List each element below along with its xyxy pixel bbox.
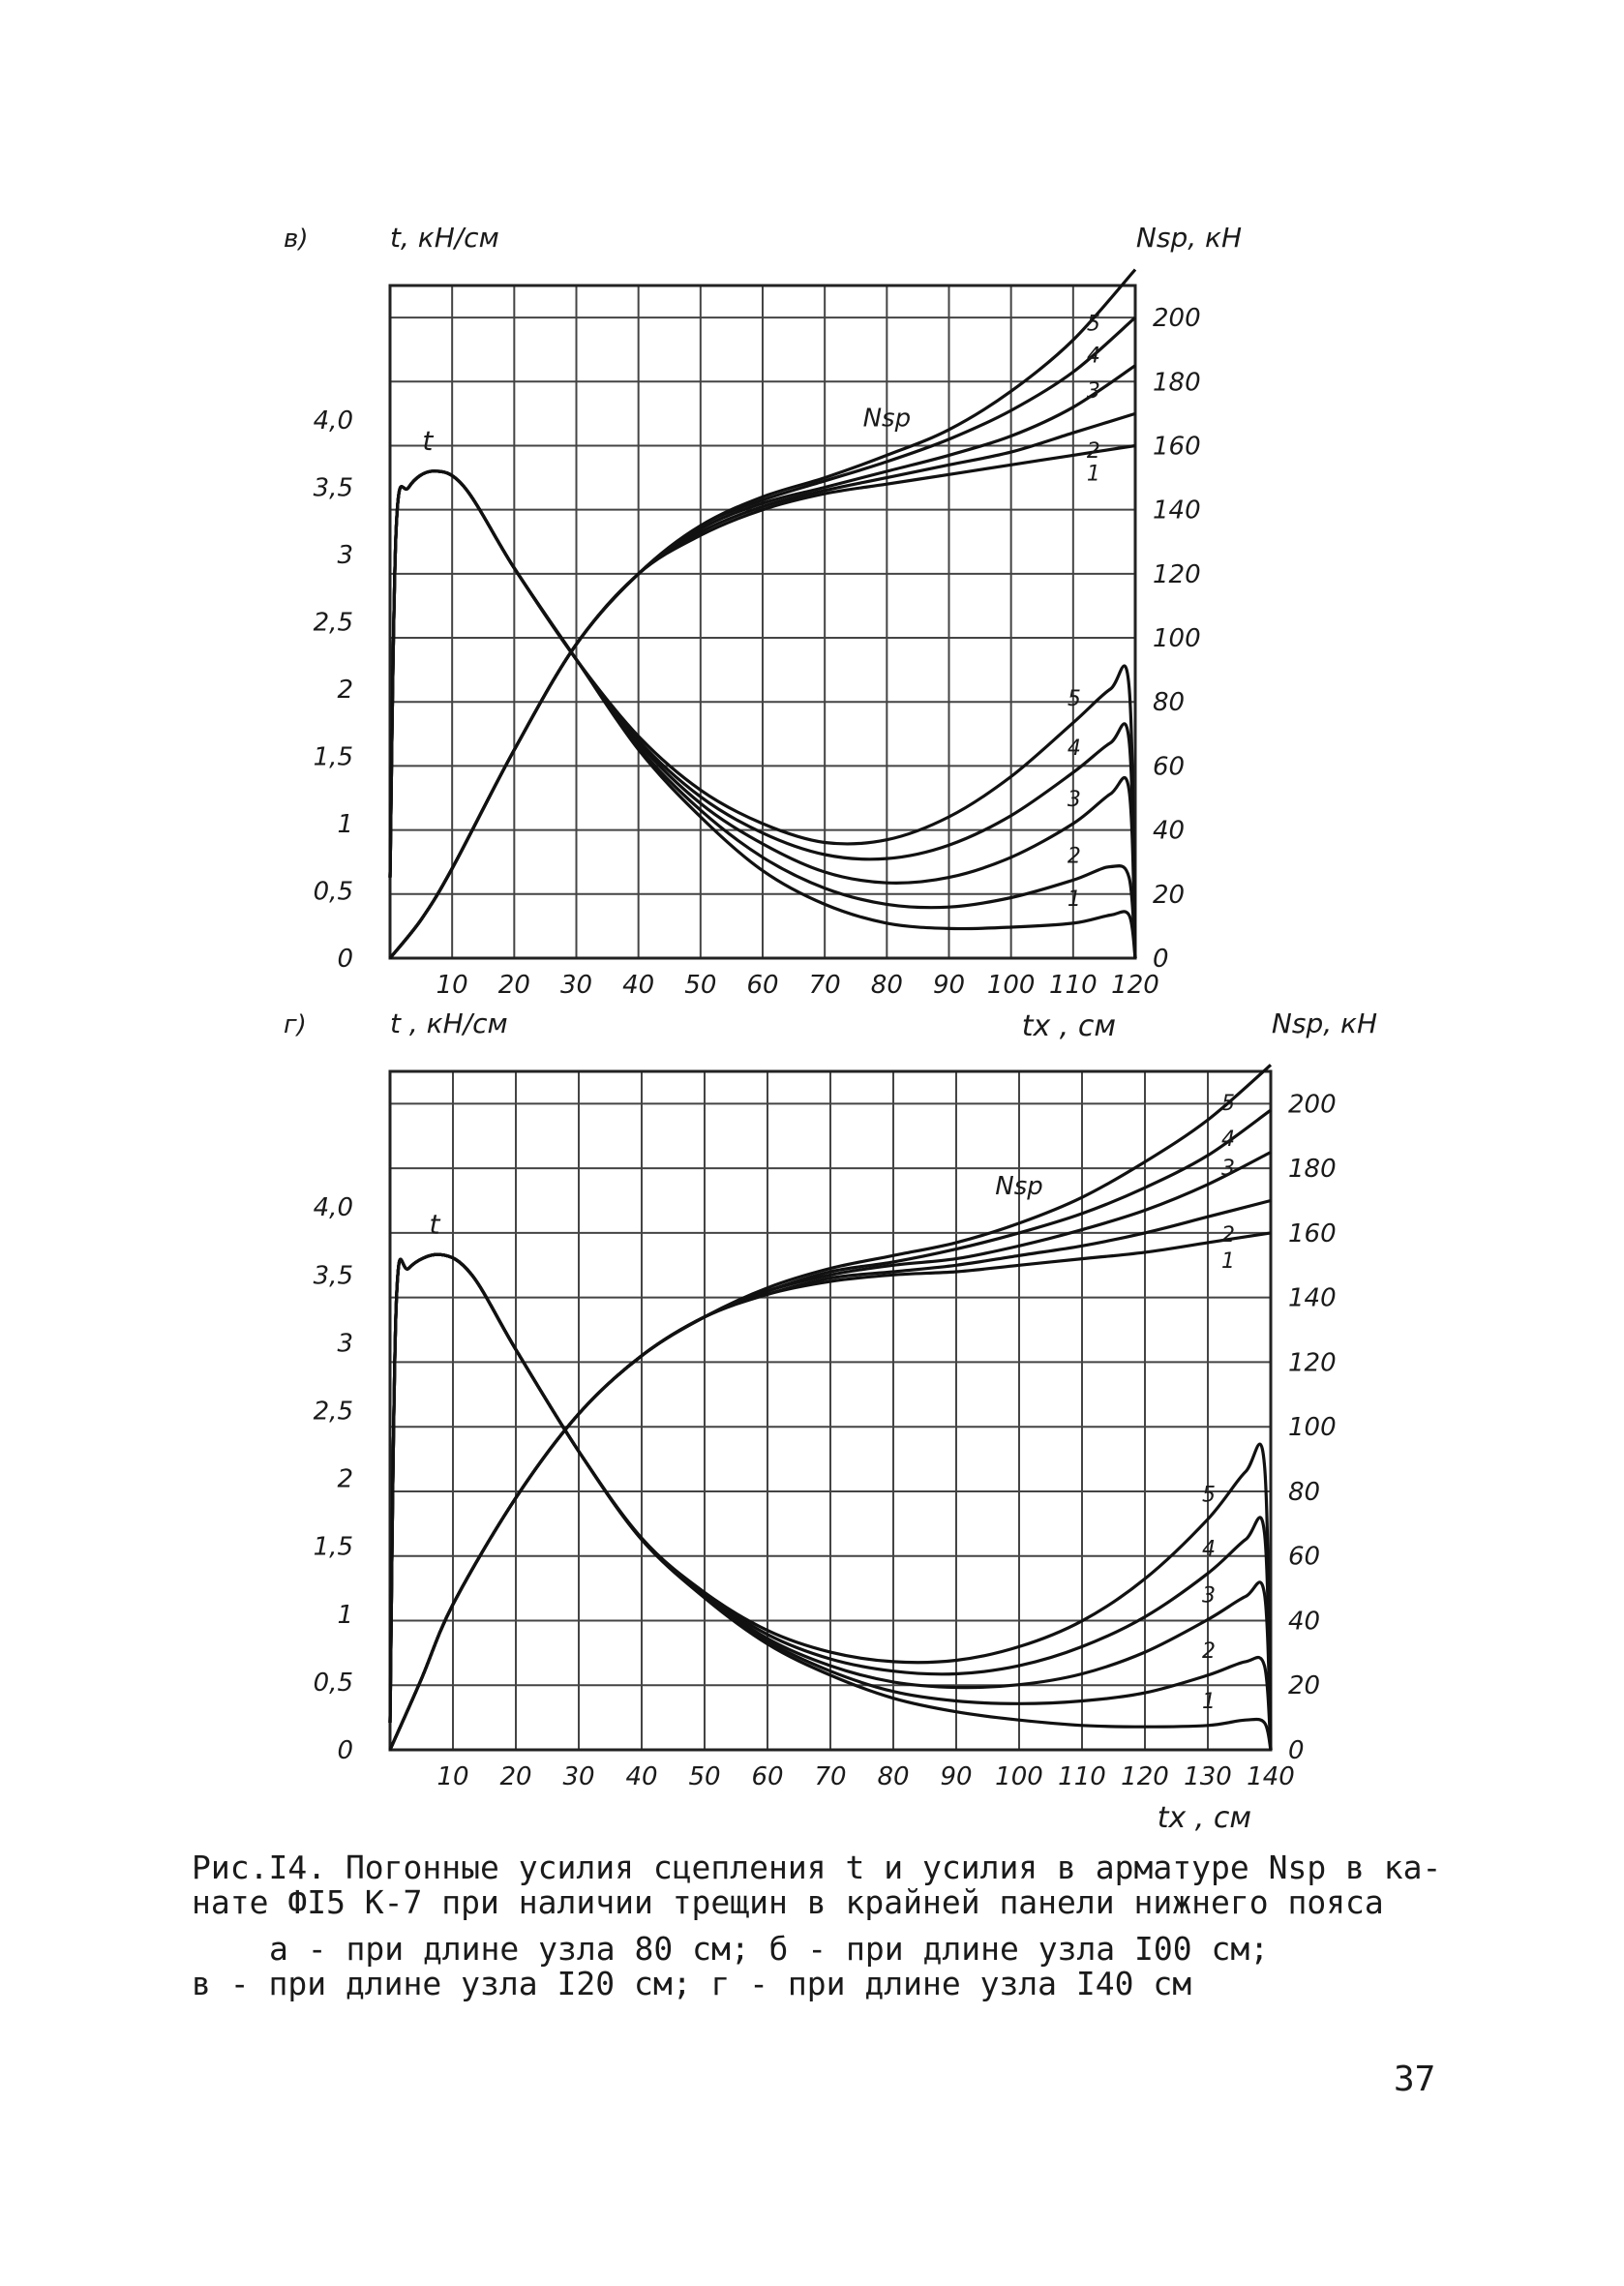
panel-v-left-tick-label: 2,5 bbox=[313, 608, 353, 638]
panel-g-left-axis-title: t , кН/см bbox=[390, 1008, 508, 1039]
panel-g-right-tick-label: 180 bbox=[1288, 1155, 1337, 1185]
panel-v-left-axis-title: t, кН/см bbox=[390, 222, 499, 254]
panel-v-x-tick-label: 40 bbox=[622, 971, 655, 1000]
panel-g-left-tick-label: 2 bbox=[337, 1464, 353, 1494]
panel-g-x-tick-label: 140 bbox=[1247, 1762, 1295, 1791]
panel-v-left-tick-label: 0,5 bbox=[313, 877, 353, 907]
panel-v-x-tick-label: 100 bbox=[986, 971, 1036, 1000]
panel-v-right-tick-label: 20 bbox=[1153, 880, 1186, 910]
panel-g-right-tick-label: 60 bbox=[1288, 1542, 1321, 1572]
panel-g-right-tick-label: 200 bbox=[1288, 1090, 1337, 1120]
panel-v-x-tick-label: 20 bbox=[497, 971, 530, 1000]
panel-v-right-tick-label: 180 bbox=[1153, 368, 1201, 398]
panel-g-t-curve-label-2: 2 bbox=[1202, 1639, 1216, 1664]
figure-caption-line-1: Рис.I4. Погонные усилия сцепления t и усилия в арматуре Nsp в ка- bbox=[192, 1849, 1442, 1886]
figure-caption-line-4: в - при длине узла I20 см; г - при длине узла I40 см bbox=[192, 1965, 1192, 2002]
panel-g-nsp-curve-label-2: 2 bbox=[1221, 1223, 1235, 1248]
panel-v-t-annotation: t bbox=[422, 424, 434, 457]
panel-g-x-tick-label: 10 bbox=[436, 1762, 469, 1791]
panel-g-x-tick-label: 40 bbox=[625, 1762, 658, 1791]
panel-v-nsp-curve-label-1: 1 bbox=[1086, 462, 1100, 487]
panel-g-panel-label: г) bbox=[284, 1010, 307, 1039]
panel-g-t-annotation: t bbox=[429, 1208, 440, 1241]
panel-v-right-tick-label: 60 bbox=[1153, 752, 1186, 782]
panel-g-t-curve-label-5: 5 bbox=[1202, 1483, 1216, 1508]
panel-v-x-tick-label: 90 bbox=[932, 971, 966, 1000]
panel-v-t-curve-label-3: 3 bbox=[1067, 788, 1081, 812]
panel-g-left-tick-label: 3 bbox=[337, 1329, 353, 1359]
panel-g-t-curve-label-3: 3 bbox=[1202, 1583, 1216, 1609]
panel-g-nsp-curve-label-5: 5 bbox=[1221, 1092, 1235, 1117]
panel-g-t-curve-label-1: 1 bbox=[1202, 1689, 1216, 1714]
panel-g-x-tick-label: 110 bbox=[1058, 1762, 1106, 1791]
panel-g-right-axis-title: Nsp, кН bbox=[1271, 1008, 1377, 1039]
panel-v-left-tick-label: 1,5 bbox=[313, 742, 353, 772]
panel-v-x-tick-label: 30 bbox=[559, 971, 593, 1000]
panel-g-left-tick-label: 0,5 bbox=[313, 1668, 353, 1698]
panel-v-t-curve-label-5: 5 bbox=[1067, 686, 1081, 711]
panel-v-x-tick-label: 50 bbox=[684, 971, 717, 1000]
panel-g-left-tick-label: 3,5 bbox=[313, 1261, 353, 1291]
panel-g-x-tick-label: 120 bbox=[1121, 1762, 1169, 1791]
panel-g-nsp-curve-label-4: 4 bbox=[1221, 1127, 1235, 1152]
panel-g-x-tick-label: 30 bbox=[562, 1762, 595, 1791]
panel-g-right-tick-label: 160 bbox=[1288, 1218, 1337, 1248]
panel-v-left-tick-label: 3,5 bbox=[313, 473, 353, 503]
panel-g-left-tick-label: 1 bbox=[337, 1600, 353, 1630]
figure-caption-line-3: а - при длине узла 80 см; б - при длине узла I00 см; bbox=[269, 1930, 1270, 1968]
panel-g-x-tick-label: 20 bbox=[499, 1762, 532, 1791]
panel-v-left-tick-label: 3 bbox=[337, 541, 353, 570]
panel-v-x-tick-label: 70 bbox=[808, 971, 841, 1000]
panel-v-nsp-curve-label-5: 5 bbox=[1086, 312, 1100, 337]
panel-g-right-tick-label: 140 bbox=[1288, 1283, 1337, 1313]
panel-v-x-tick-label: 10 bbox=[436, 971, 468, 1000]
panel-g-left-tick-label: 1,5 bbox=[313, 1532, 353, 1562]
panel-v-panel-label: в) bbox=[284, 225, 309, 254]
page-number: 37 bbox=[1394, 2060, 1436, 2099]
panel-g-left-tick-label: 4,0 bbox=[313, 1193, 353, 1223]
panel-v-right-tick-label: 40 bbox=[1153, 816, 1186, 846]
panel-v-right-tick-label: 140 bbox=[1153, 496, 1201, 526]
panel-g-x-tick-label: 100 bbox=[995, 1762, 1043, 1791]
panel-v-right-tick-label: 160 bbox=[1153, 432, 1201, 462]
panel-g-right-tick-label: 20 bbox=[1288, 1671, 1321, 1701]
panel-v-right-tick-label: 0 bbox=[1153, 945, 1169, 974]
panel-g-x-tick-label: 130 bbox=[1184, 1762, 1232, 1791]
panel-g-x-tick-label: 90 bbox=[940, 1762, 973, 1791]
panel-v-left-tick-label: 0 bbox=[337, 945, 353, 974]
panel-v-right-axis-title: Nsp, кН bbox=[1135, 222, 1242, 254]
panel-v-nsp-curve-label-3: 3 bbox=[1086, 378, 1100, 404]
panel-g-nsp-curve-label-1: 1 bbox=[1221, 1248, 1235, 1274]
panel-v-t-curve-label-4: 4 bbox=[1067, 737, 1081, 762]
panel-g-x-tick-label: 70 bbox=[814, 1762, 847, 1791]
panel-g-right-tick-label: 100 bbox=[1288, 1413, 1337, 1443]
panel-v-right-tick-label: 100 bbox=[1153, 624, 1201, 654]
panel-v-x-axis-title: tx , см bbox=[1021, 1009, 1116, 1043]
panel-v-nsp-curve-label-2: 2 bbox=[1086, 439, 1100, 465]
panel-g-x-axis-title: tx , см bbox=[1157, 1801, 1251, 1835]
panel-g-x-tick-label: 50 bbox=[688, 1762, 721, 1791]
panel-g-right-tick-label: 40 bbox=[1288, 1607, 1321, 1637]
panel-v-left-tick-label: 4,0 bbox=[313, 406, 353, 436]
panel-g-right-tick-label: 120 bbox=[1288, 1348, 1337, 1378]
panel-g-nsp-annotation: Nsp bbox=[995, 1171, 1043, 1201]
panel-v-right-tick-label: 200 bbox=[1153, 304, 1201, 334]
panel-v-x-tick-label: 80 bbox=[870, 971, 903, 1000]
panel-g-x-tick-label: 60 bbox=[751, 1762, 784, 1791]
panel-v-left-tick-label: 1 bbox=[337, 810, 353, 839]
panel-v-x-tick-label: 60 bbox=[746, 971, 779, 1000]
panel-g-left-tick-label: 0 bbox=[337, 1736, 353, 1765]
panel-v-right-tick-label: 120 bbox=[1153, 559, 1201, 589]
panel-g-t-curve-label-4: 4 bbox=[1202, 1537, 1216, 1562]
panel-g-right-tick-label: 0 bbox=[1288, 1736, 1305, 1765]
panel-g-left-tick-label: 2,5 bbox=[313, 1397, 353, 1427]
panel-v-left-tick-label: 2 bbox=[337, 676, 353, 705]
panel-g-right-tick-label: 80 bbox=[1288, 1477, 1321, 1507]
panel-g-x-tick-label: 80 bbox=[877, 1762, 910, 1791]
panel-v-t-curve-label-1: 1 bbox=[1067, 887, 1081, 912]
panel-v-nsp-curve-label-4: 4 bbox=[1086, 344, 1100, 369]
panel-g-nsp-curve-label-3: 3 bbox=[1221, 1156, 1235, 1181]
panel-v-x-tick-label: 110 bbox=[1049, 971, 1098, 1000]
panel-v-t-curve-label-2: 2 bbox=[1067, 844, 1081, 869]
panel-v-nsp-annotation: Nsp bbox=[862, 404, 912, 434]
figure-caption-line-2: нате ФI5 К-7 при наличии трещин в крайней панели нижнего пояса bbox=[192, 1883, 1384, 1921]
panel-v-x-tick-label: 120 bbox=[1111, 971, 1159, 1000]
panel-v-right-tick-label: 80 bbox=[1153, 688, 1186, 718]
